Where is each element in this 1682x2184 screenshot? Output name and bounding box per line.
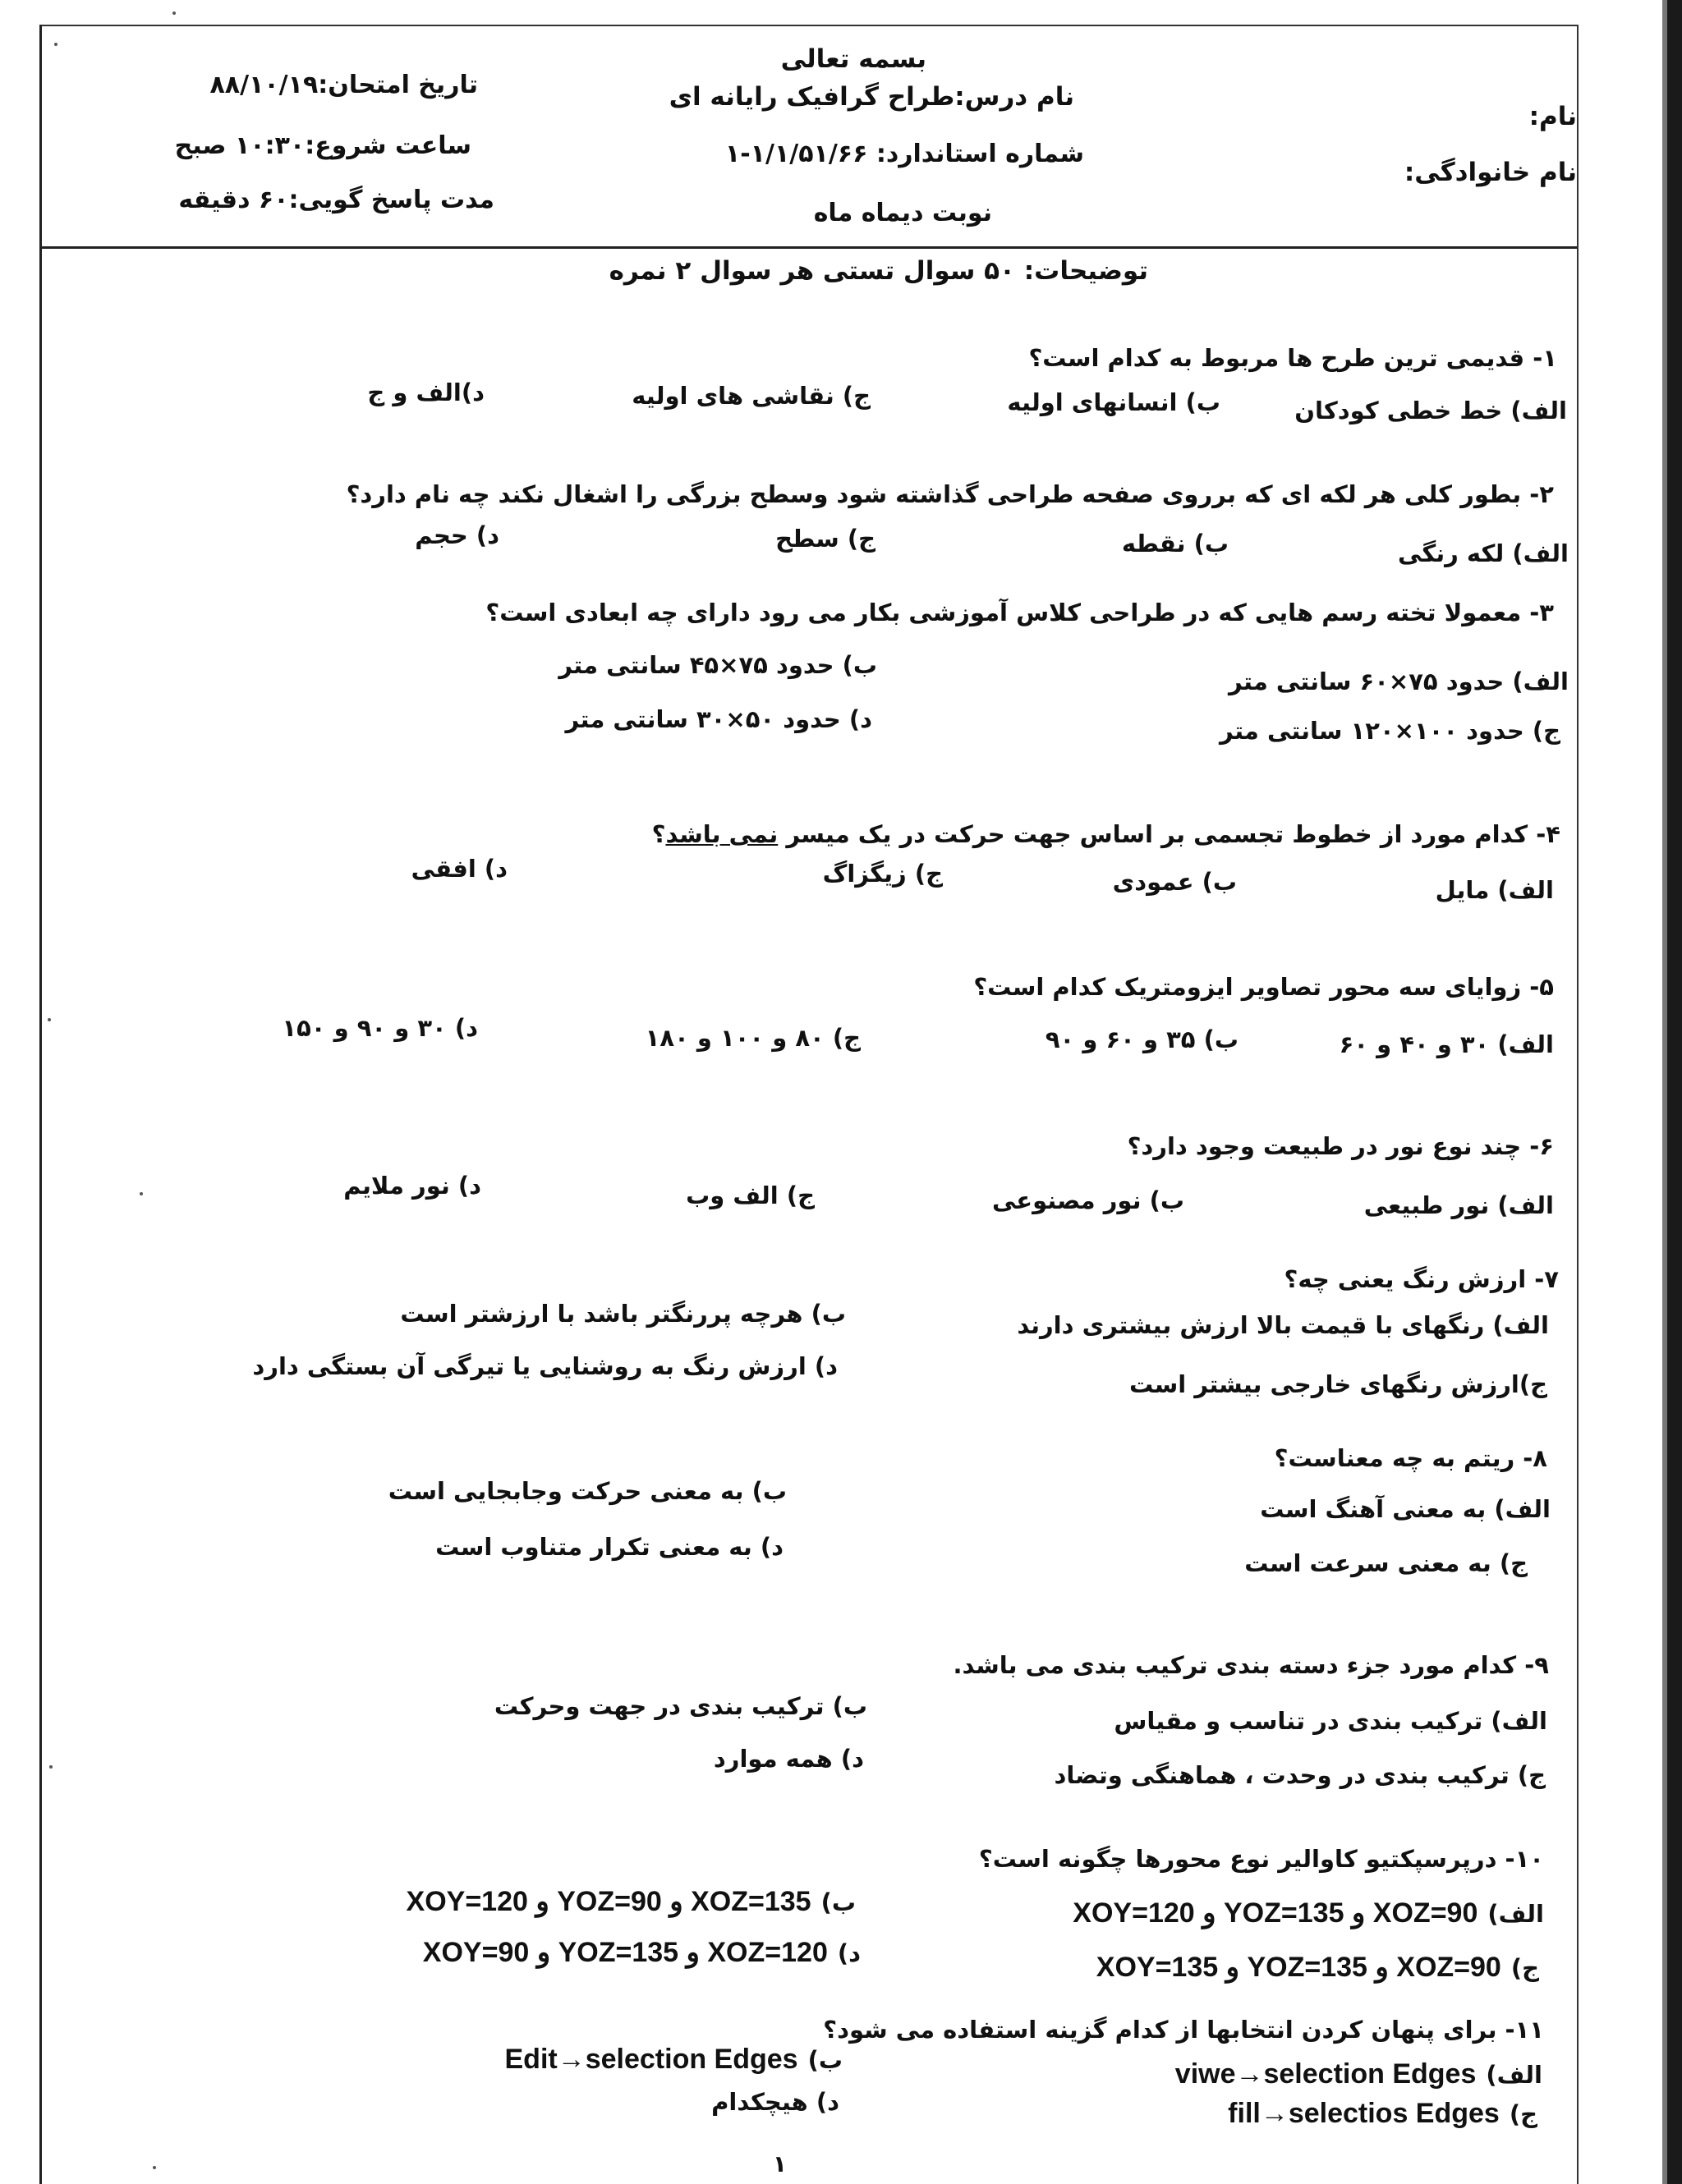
question-11: ۱۱- برای پنهان کردن انتخابها از کدام گزینه استفاده می شود؟: [823, 2016, 1544, 2044]
frame-right-border: [1577, 25, 1579, 2184]
q2-option-d: د) حجم: [415, 521, 499, 549]
q10-option-a-axes: XOZ=90 و YOZ=135 و XOY=120: [1073, 1897, 1478, 1929]
q10-option-c: [1096, 1951, 1539, 1984]
q1-option-d: د)الف و ج: [367, 379, 485, 406]
q2-option-a: الف) لکه رنگی: [1398, 539, 1569, 567]
q8-option-a: الف) به معنی آهنگ است: [1260, 1495, 1551, 1523]
question-10: ۱۰- درپرسپکتیو کاوالیر نوع محورها چگونه است؟: [978, 1845, 1544, 1873]
q10-option-c-letter: ج): [1510, 1954, 1539, 1982]
q11-option-b-path: Edit→selection Edges: [504, 2044, 798, 2075]
q9-option-a: الف) ترکیب بندی در تناسب و مقیاس: [1114, 1707, 1547, 1735]
family-name-label: نام خانوادگی:: [1404, 158, 1577, 187]
q11-option-a-path: viwe→selection Edges: [1174, 2058, 1477, 2090]
question-6: ۶- چند نوع نور در طبیعت وجود دارد؟: [1127, 1132, 1554, 1160]
scan-edge-shadow: [1662, 0, 1667, 2184]
q8-option-c: ج) به معنی سرعت است: [1244, 1549, 1528, 1577]
q11-option-b-letter: ب): [807, 2046, 843, 2074]
q7-option-b: ب) هرچه پررنگتر باشد با ارزشتر است: [400, 1300, 846, 1328]
q10-option-b-axes: XOZ=135 و YOZ=90 و XOY=120: [406, 1886, 811, 1917]
q10-option-b-letter: ب): [820, 1888, 856, 1916]
q11-option-a: [1175, 2058, 1542, 2091]
q3-option-d: د) حدود ۵۰×۳۰ سانتی متر: [565, 705, 872, 733]
course-name: نام درس:طراح گرافیک رایانه ای: [669, 82, 1074, 112]
q10-option-d: [423, 1936, 861, 1970]
q4-qmark: ؟: [651, 820, 666, 848]
name-label: نام:: [1528, 102, 1577, 131]
q4-text: ۴- کدام مورد از خطوط تجسمی بر اساس جهت حرکت در یک میسر: [778, 820, 1560, 848]
q2-option-c: ج) سطح: [775, 525, 875, 553]
q8-option-d: د) به معنی تکرار متناوب است: [435, 1533, 784, 1561]
q4-option-b: ب) عمودی: [1112, 868, 1237, 896]
q11-option-c-path: fill→selectios Edges: [1228, 2098, 1500, 2129]
q5-option-c: ج) ۸۰ و ۱۰۰ و ۱۸۰: [645, 1024, 861, 1052]
q10-option-a: [1073, 1897, 1544, 1930]
q9-option-d: د) همه موارد: [713, 1745, 864, 1773]
header-separator: [41, 246, 1577, 249]
question-9: ۹- کدام مورد جزء دسته بندی ترکیب بندی می باشد.: [953, 1651, 1549, 1679]
exam-date: تاریخ امتحان:۸۸/۱۰/۱۹: [209, 71, 478, 99]
q6-option-b: ب) نور مصنوعی: [991, 1186, 1184, 1214]
q6-option-a: الف) نور طبیعی: [1363, 1191, 1554, 1219]
exam-session: نوبت دیماه ماه: [813, 199, 992, 227]
scan-speck: [49, 1765, 53, 1769]
q4-option-a: الف) مایل: [1435, 876, 1554, 904]
instructions: توضیحات: ۵۰ سوال تستی هر سوال ۲ نمره: [609, 256, 1148, 286]
q5-option-b: ب) ۳۵ و ۶۰ و ۹۰: [1045, 1025, 1239, 1053]
q5-option-d: د) ۳۰ و ۹۰ و ۱۵۰: [282, 1014, 478, 1042]
q1-option-a: الف) خط خطی کودکان: [1294, 397, 1567, 424]
q4-option-c: ج) زیگزاگ: [822, 860, 943, 888]
question-5: ۵- زوایای سه محور تصاویر ایزومتریک کدام است؟: [973, 973, 1554, 1001]
standard-number: شماره استاندارد: ۱/۱/۵۱/۶۶-۱: [724, 140, 1084, 168]
q3-option-b: ب) حدود ۷۵×۴۵ سانتی متر: [558, 651, 877, 679]
question-4: [652, 818, 1560, 851]
q11-option-b: [505, 2043, 843, 2076]
q9-option-b: ب) ترکیب بندی در جهت وحرکت: [494, 1692, 867, 1720]
q11-option-c: [1228, 2097, 1537, 2131]
q7-option-d: د) ارزش رنگ به روشنایی یا تیرگی آن بستگی دارد: [252, 1352, 838, 1380]
q10-option-d-axes: XOZ=120 و YOZ=135 و XOY=90: [422, 1937, 828, 1968]
q5-option-a: الف) ۳۰ و ۴۰ و ۶۰: [1339, 1030, 1554, 1058]
q3-option-c: ج) حدود ۱۰۰×۱۲۰ سانتی متر: [1220, 717, 1560, 745]
question-7: ۷- ارزش رنگ یعنی چه؟: [1284, 1265, 1559, 1293]
q6-option-d: د) نور ملایم: [343, 1172, 481, 1200]
scan-speck: [172, 11, 176, 15]
start-time: ساعت شروع:۱۰:۳۰ صبح: [174, 131, 471, 160]
q11-option-a-letter: الف): [1486, 2061, 1542, 2089]
q4-underlined: نمی باشد: [665, 820, 779, 848]
q10-option-c-axes: XOZ=90 و YOZ=135 و XOY=135: [1096, 1952, 1501, 1983]
q7-option-a: الف) رنگهای با قیمت بالا ارزش بیشتری دارند: [1017, 1311, 1549, 1339]
scan-speck: [54, 43, 57, 46]
scan-speck: [140, 1192, 143, 1195]
frame-top-border: [39, 25, 1579, 26]
q10-option-a-letter: الف): [1487, 1900, 1544, 1928]
q9-option-c: ج) ترکیب بندی در وحدت ، هماهنگی وتضاد: [1054, 1761, 1546, 1789]
question-8: ۸- ریتم به چه معناست؟: [1274, 1444, 1547, 1472]
q6-option-c: ج) الف وب: [686, 1181, 815, 1209]
q10-option-d-letter: د): [837, 1939, 861, 1967]
q3-option-a: الف) حدود ۷۵×۶۰ سانتی متر: [1229, 668, 1569, 695]
page-number: ۱: [772, 2150, 787, 2177]
frame-left-border: [39, 25, 42, 2184]
q7-option-c: ج)ارزش رنگهای خارجی بیشتر است: [1129, 1370, 1547, 1398]
q11-option-c-letter: ج): [1509, 2100, 1537, 2128]
q1-option-b: ب) انسانهای اولیه: [1007, 388, 1220, 416]
answer-duration: مدت پاسخ گویی:۶۰ دقیقه: [178, 186, 494, 214]
bismillah: بسمه تعالی: [780, 44, 926, 74]
q10-option-b: [407, 1885, 856, 1919]
scan-speck: [48, 1018, 51, 1021]
question-3: ۳- معمولا تخته رسم هایی که در طراحی کلاس آموزشی بکار می رود دارای چه ابعادی است؟: [485, 599, 1554, 626]
question-1: ۱- قدیمی ترین طرح ها مربوط به کدام است؟: [1028, 344, 1557, 372]
q2-option-b: ب) نقطه: [1121, 530, 1229, 557]
q11-option-d: د) هیچکدام: [711, 2088, 839, 2116]
question-2: ۲- بطور کلی هر لکه ای که برروی صفحه طراحی گذاشته شود وسطح بزرگی را اشغال نکند چه نام دارد؟: [346, 480, 1554, 508]
scan-edge: [1667, 0, 1682, 2184]
q8-option-b: ب) به معنی حرکت وجابجایی است: [388, 1477, 787, 1505]
scan-speck: [153, 2166, 156, 2169]
q4-option-d: د) افقی: [411, 855, 508, 883]
q1-option-c: ج) نقاشی های اولیه: [632, 382, 871, 410]
